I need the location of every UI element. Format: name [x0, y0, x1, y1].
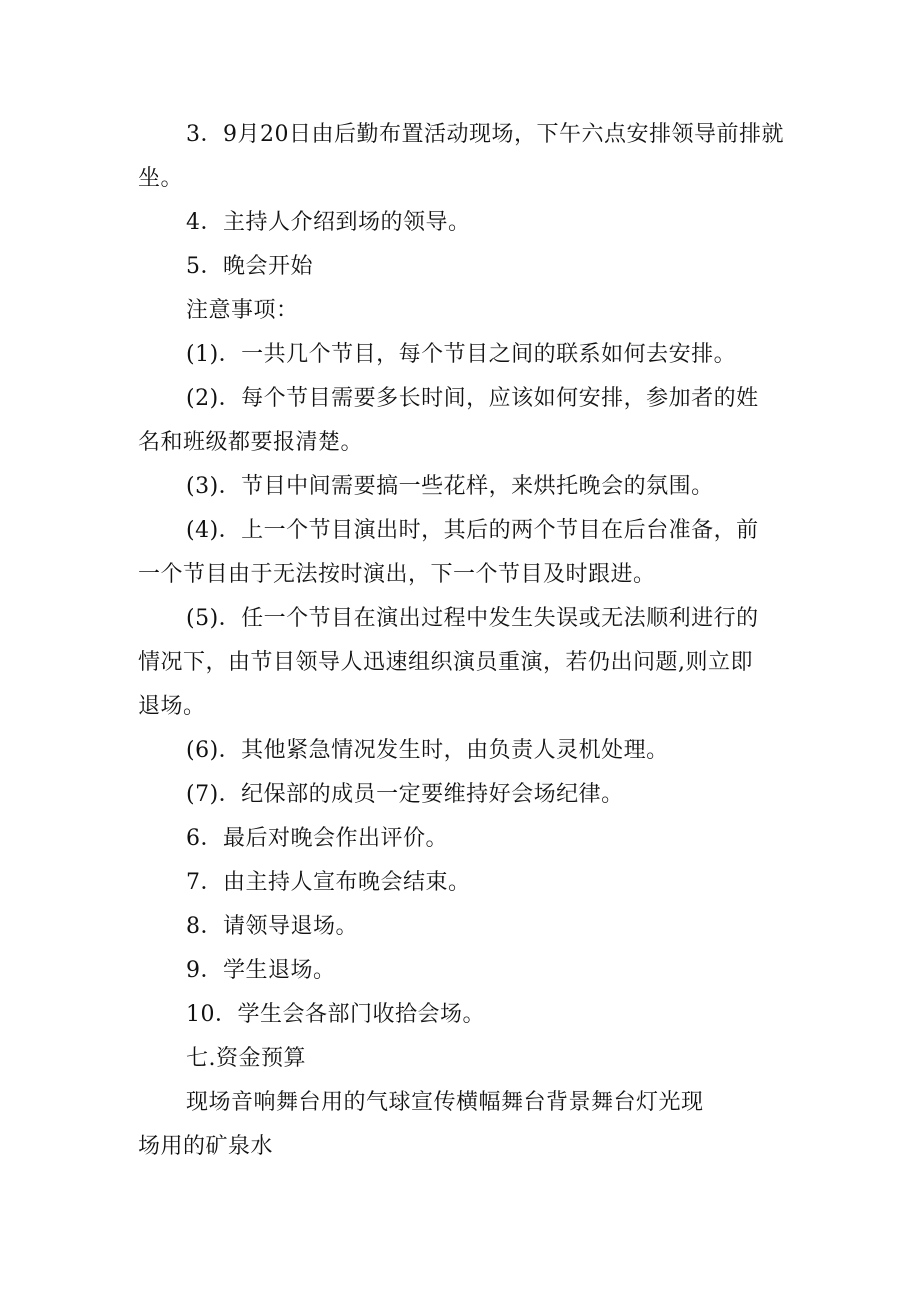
item-4: 4．主持人介绍到场的领导。	[186, 210, 471, 235]
item-5: 5．晚会开始	[186, 254, 313, 279]
note-5-line-2: 情况下，由节目领导人迅速组织演员重演，若仍出问题,则立即	[138, 650, 753, 675]
note-3: (3)．节目中间需要搞一些花样，来烘托晚会的氛围。	[186, 474, 714, 499]
note-7: (7)．纪保部的成员一定要维持好会场纪律。	[186, 782, 624, 807]
note-5-line-1: (5)．任一个节目在演出过程中发生失误或无法顺利进行的	[186, 606, 759, 631]
note-6: (6)．其他紧急情况发生时，由负责人灵机处理。	[186, 738, 669, 763]
budget-line-1: 现场音响舞台用的气球宣传横幅舞台背景舞台灯光现	[186, 1090, 704, 1115]
item-9: 9．学生退场。	[186, 958, 336, 983]
note-5-line-3: 退场。	[138, 694, 206, 719]
note-2-line-2: 名和班级都要报清楚。	[138, 430, 364, 455]
item-3-line-1: 3．9月20日由后勤布置活动现场，下午六点安排领导前排就	[186, 122, 784, 147]
section-7-heading: 七.资金预算	[186, 1046, 306, 1071]
item-10: 10．学生会各部门收拾会场。	[186, 1002, 485, 1027]
note-1: (1)．一共几个节目，每个节目之间的联系如何去安排。	[186, 342, 737, 367]
note-4-line-2: 一个节目由于无法按时演出，下一个节目及时跟进。	[138, 562, 656, 587]
notes-heading: 注意事项：	[186, 298, 299, 323]
item-7: 7．由主持人宣布晚会结束。	[186, 870, 471, 895]
note-2-line-1: (2)．每个节目需要多长时间，应该如何安排，参加者的姓	[186, 386, 759, 411]
item-3-line-2: 坐。	[138, 166, 184, 191]
budget-line-2: 场用的矿泉水	[138, 1134, 274, 1159]
item-8: 8．请领导退场。	[186, 914, 358, 939]
item-6: 6．最后对晚会作出评价。	[186, 826, 448, 851]
note-4-line-1: (4)．上一个节目演出时，其后的两个节目在后台准备，前	[186, 518, 759, 543]
